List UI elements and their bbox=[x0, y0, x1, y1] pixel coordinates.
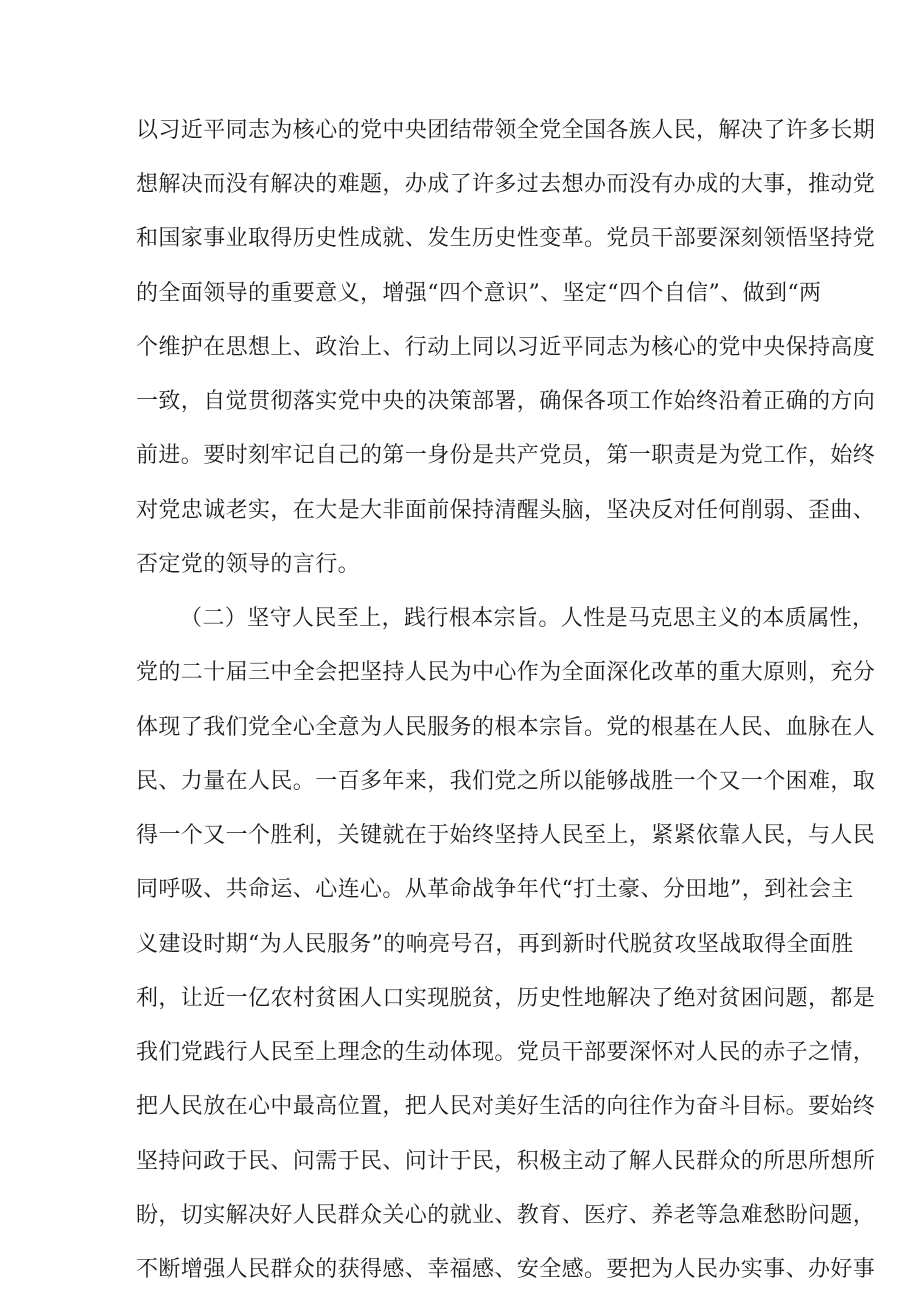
paragraph-1-line: 前进。要时刻牢记自己的第一身份是共产党员，第一职责是为党工作，始终 bbox=[136, 443, 876, 469]
paragraph-2-line: 不断增强人民群众的获得感、幸福感、安全感。要把为人民办实事、办好事 bbox=[136, 1257, 876, 1282]
paragraph-1-line: 对党忠诚老实，在大是大非面前保持清醒头脑，坚决反对任何削弱、歪曲、 bbox=[136, 497, 876, 523]
paragraph-2-line: 我们党践行人民至上理念的生动体现。党员干部要深怀对人民的赤子之情， bbox=[136, 1040, 876, 1066]
paragraph-2-line: 体现了我们党全心全意为人民服务的根本宗旨。党的根基在人民、血脉在人 bbox=[136, 714, 876, 740]
paragraph-1-line: 以习近平同志为核心的党中央团结带领全党全国各族人民，解决了许多长期 bbox=[136, 118, 876, 143]
paragraph-1-line: 个维护在思想上、政治上、行动上同以习近平同志为核心的党中央保持高度 bbox=[136, 334, 876, 360]
paragraph-2-line: 坚持问政于民、问需于民、问计于民，积极主动了解人民群众的所思所想所 bbox=[136, 1148, 876, 1174]
paragraph-2-line: 同呼吸、共命运、心连心。从革命战争年代“打土豪、分田地”，到社会主 bbox=[136, 877, 854, 903]
paragraph-1-line: 的全面领导的重要意义，增强“四个意识”、坚定“四个自信”、做到“两 bbox=[136, 280, 822, 306]
paragraph-2-line: 把人民放在心中最高位置，把人民对美好生活的向往作为奋斗目标。要始终 bbox=[136, 1094, 876, 1120]
paragraph-2-line: 党的二十届三中全会把坚持人民为中心作为全面深化改革的重大原则，充分 bbox=[136, 660, 876, 686]
paragraph-2-line: 利，让近一亿农村贫困人口实现脱贫，历史性地解决了绝对贫困问题，都是 bbox=[136, 985, 876, 1011]
paragraph-2-line: 得一个又一个胜利，关键就在于始终坚持人民至上，紧紧依靠人民，与人民 bbox=[136, 823, 876, 849]
paragraph-2-line: 盼，切实解决好人民群众关心的就业、教育、医疗、养老等急难愁盼问题， bbox=[136, 1202, 876, 1228]
paragraph-2-first-line: （二）坚守人民至上，践行根本宗旨。人性是马克思主义的本质属性， bbox=[180, 606, 875, 632]
paragraph-1-last-line: 否定党的领导的言行。 bbox=[136, 551, 361, 577]
paragraph-1-line: 想解决而没有解决的难题，办成了许多过去想办而没有办成的大事，推动党 bbox=[136, 172, 876, 198]
paragraph-2-line: 义建设时期“为人民服务”的响亮号召，再到新时代脱贫攻坚战取得全面胜 bbox=[136, 931, 854, 957]
paragraph-1-line: 和国家事业取得历史性成就、发生历史性变革。党员干部要深刻领悟坚持党 bbox=[136, 226, 876, 252]
paragraph-2-line: 民、力量在人民。一百多年来，我们党之所以能够战胜一个又一个困难，取 bbox=[136, 768, 876, 794]
paragraph-1-line: 一致，自觉贯彻落实党中央的决策部署，确保各项工作始终沿着正确的方向 bbox=[136, 389, 876, 415]
